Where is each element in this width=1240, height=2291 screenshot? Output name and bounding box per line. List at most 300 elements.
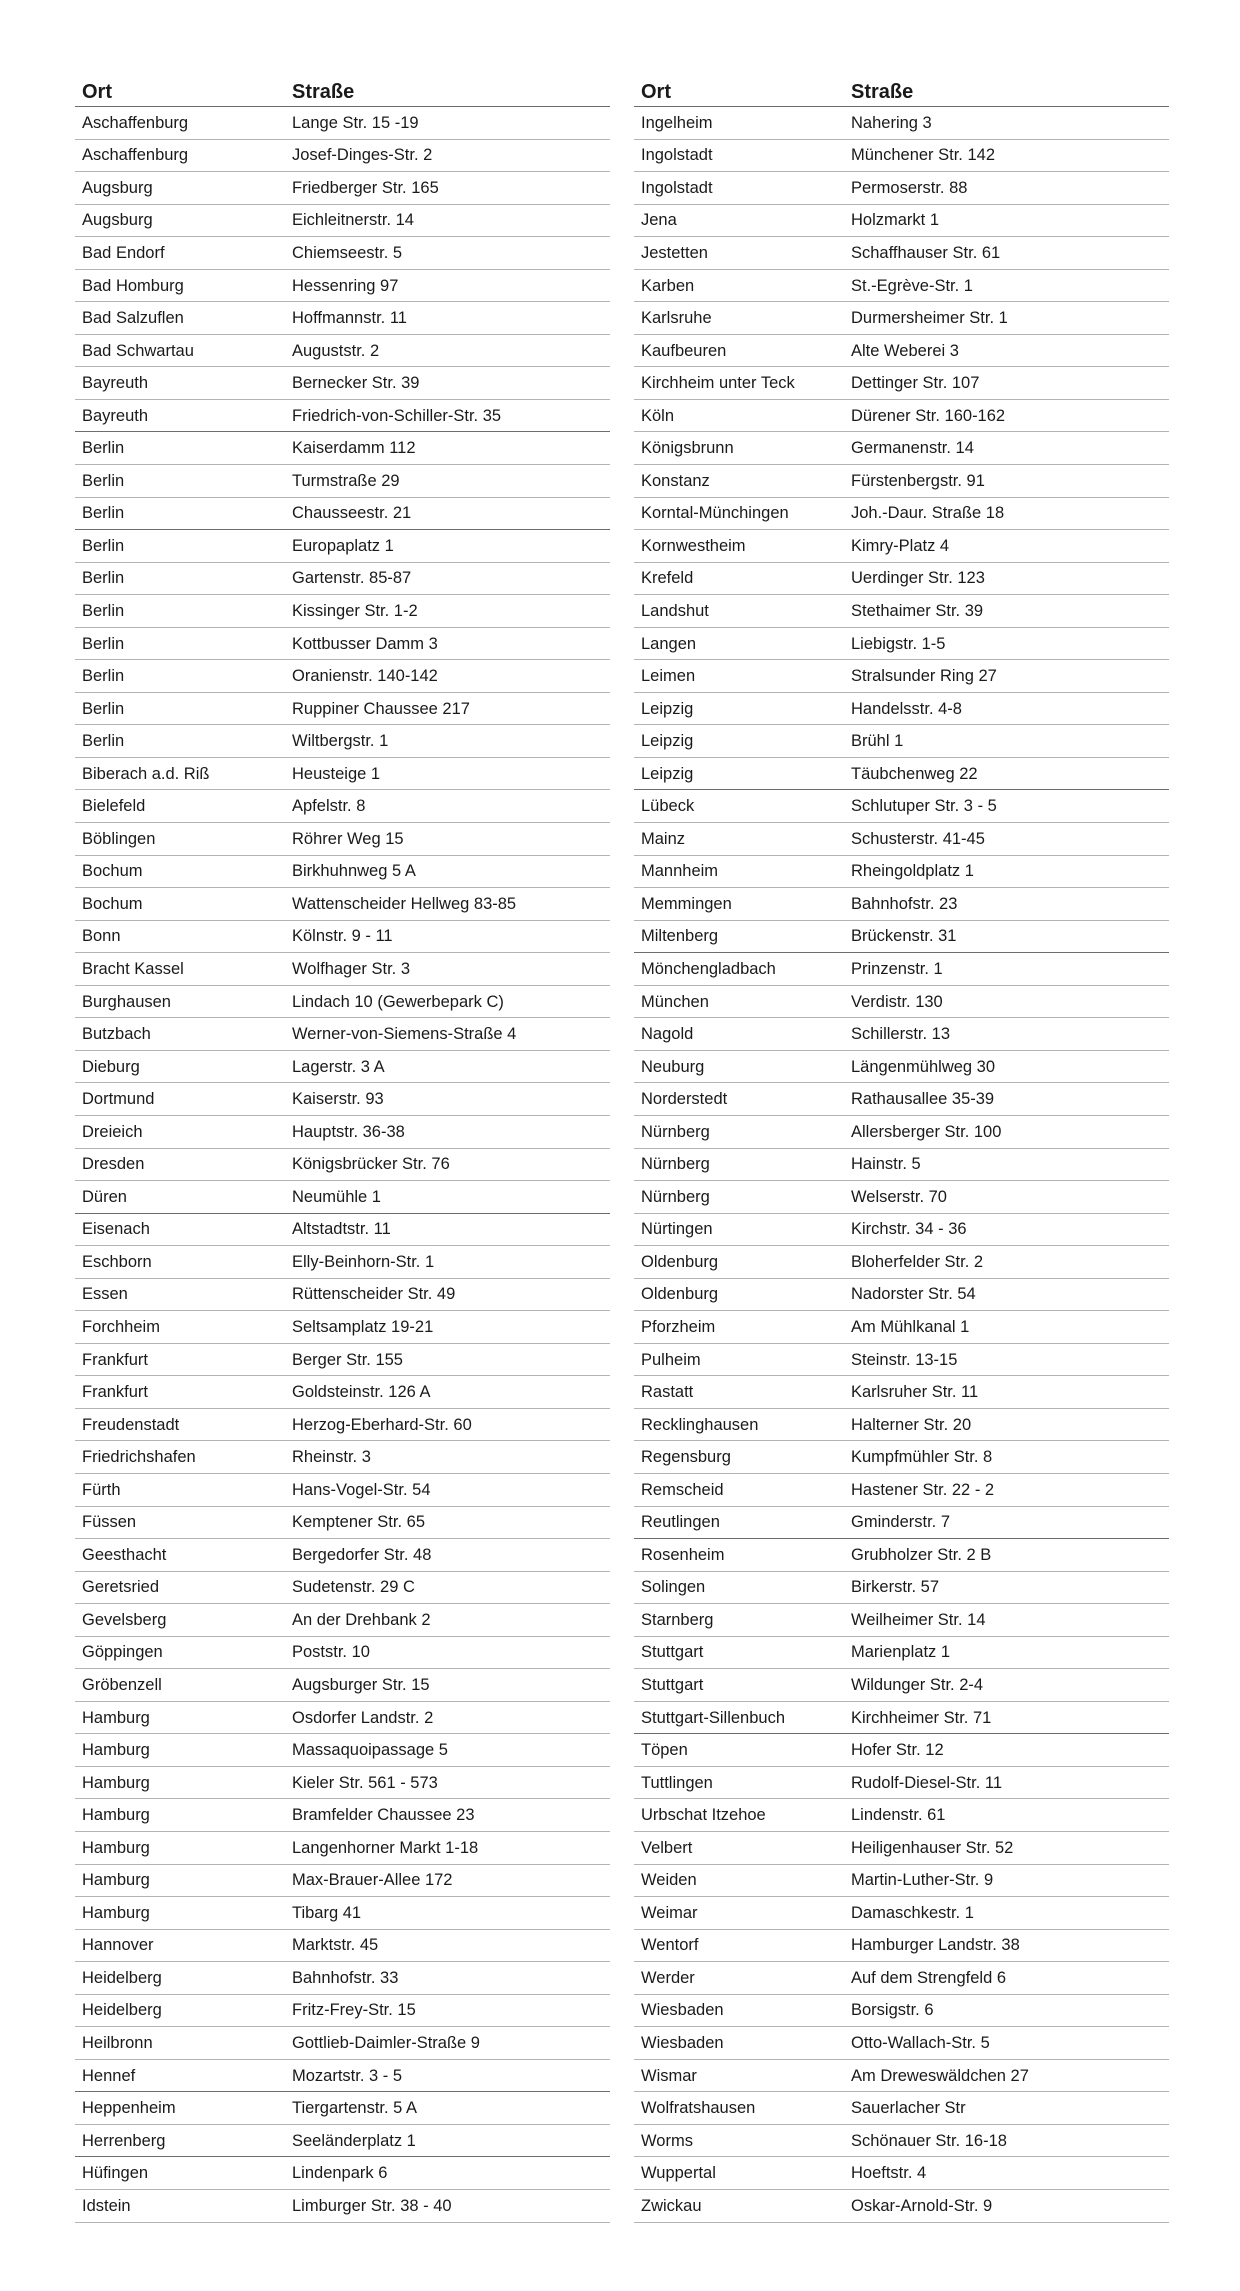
table-row <box>75 1181 610 1214</box>
cell-strasse: Wiltbergstr. 1 <box>292 732 389 751</box>
table-row <box>75 1214 610 1247</box>
cell-ort: Eschborn <box>82 1252 152 1271</box>
table-row <box>75 1116 610 1149</box>
table-row <box>634 758 1169 791</box>
cell-strasse: Brückenstr. 31 <box>851 927 957 946</box>
table-row <box>634 725 1169 758</box>
table-row <box>634 1865 1169 1898</box>
cell-ort: Karben <box>641 276 695 295</box>
table-row <box>75 107 610 140</box>
cell-strasse: Lange Str. 15 -19 <box>292 113 419 132</box>
cell-strasse: Germanenstr. 14 <box>851 439 974 458</box>
table-row <box>75 660 610 693</box>
cell-strasse: Birkerstr. 57 <box>851 1578 940 1597</box>
table-row <box>75 888 610 921</box>
table-row <box>75 563 610 596</box>
cell-ort: Hüfingen <box>82 2164 149 2183</box>
cell-strasse: Auguststr. 2 <box>292 341 380 360</box>
cell-ort: Geesthacht <box>82 1545 167 1564</box>
table-row <box>75 1149 610 1182</box>
cell-strasse: Berger Str. 155 <box>292 1350 403 1369</box>
cell-ort: Wuppertal <box>641 2164 716 2183</box>
table-row <box>75 823 610 856</box>
table-row <box>634 790 1169 823</box>
table-row <box>634 530 1169 563</box>
cell-ort: Frankfurt <box>82 1383 149 1402</box>
cell-strasse: Kölnstr. 9 - 11 <box>292 927 393 946</box>
cell-strasse: Eichleitnerstr. 14 <box>292 211 414 230</box>
table-row <box>75 1311 610 1344</box>
table-row <box>75 1409 610 1442</box>
table-row <box>75 921 610 954</box>
cell-strasse: Wildunger Str. 2-4 <box>851 1676 984 1695</box>
cell-ort: Lübeck <box>641 797 695 816</box>
table-row <box>75 1767 610 1800</box>
column-header-strasse: Straße <box>292 81 355 103</box>
cell-strasse: Neumühle 1 <box>292 1187 381 1206</box>
cell-strasse: Heiligenhauser Str. 52 <box>851 1838 1014 1857</box>
cell-strasse: Martin-Luther-Str. 9 <box>851 1871 994 1890</box>
table-row <box>75 400 610 433</box>
cell-strasse: Rüttenscheider Str. 49 <box>292 1285 456 1304</box>
cell-ort: Mannheim <box>641 862 719 881</box>
cell-ort: Gevelsberg <box>82 1610 167 1629</box>
table-row <box>75 856 610 889</box>
cell-ort: Berlin <box>82 471 125 490</box>
cell-strasse: Chausseestr. 21 <box>292 504 412 523</box>
cell-ort: Wentorf <box>641 1936 699 1955</box>
table-row <box>634 1930 1169 1963</box>
cell-ort: Bochum <box>82 862 143 881</box>
table-row <box>75 1995 610 2028</box>
cell-strasse: Liebigstr. 1-5 <box>851 634 946 653</box>
table-row <box>75 1604 610 1637</box>
cell-strasse: An der Drehbank 2 <box>292 1610 431 1629</box>
cell-strasse: Bloherfelder Str. 2 <box>851 1252 984 1271</box>
cell-ort: Recklinghausen <box>641 1415 759 1434</box>
cell-strasse: Längenmühlweg 30 <box>851 1057 996 1076</box>
cell-strasse: Limburger Str. 38 - 40 <box>292 2196 452 2215</box>
table-row <box>634 1083 1169 1116</box>
cell-ort: Kirchheim unter Teck <box>641 374 795 393</box>
cell-strasse: Hans-Vogel-Str. 54 <box>292 1480 431 1499</box>
cell-ort: Reutlingen <box>641 1513 720 1532</box>
cell-strasse: Stralsunder Ring 27 <box>851 667 997 686</box>
cell-ort: Wiesbaden <box>641 2034 724 2053</box>
table-row <box>634 1051 1169 1084</box>
cell-ort: Wolfratshausen <box>641 2099 756 2118</box>
table-row <box>634 270 1169 303</box>
cell-strasse: Tiergartenstr. 5 A <box>292 2099 418 2118</box>
cell-ort: Wiesbaden <box>641 2001 724 2020</box>
cell-strasse: Kieler Str. 561 - 573 <box>292 1773 438 1792</box>
cell-strasse: Verdistr. 130 <box>851 992 943 1011</box>
table-row <box>634 660 1169 693</box>
cell-ort: Krefeld <box>641 569 694 588</box>
cell-ort: Hennef <box>82 2066 136 2085</box>
cell-strasse: Kaiserdamm 112 <box>292 439 416 458</box>
cell-strasse: Hessenring 97 <box>292 276 399 295</box>
table-row <box>634 921 1169 954</box>
table-body <box>634 107 1169 2223</box>
table-row <box>75 1702 610 1735</box>
cell-ort: Landshut <box>641 601 709 620</box>
cell-ort: Konstanz <box>641 471 710 490</box>
cell-ort: Zwickau <box>641 2196 702 2215</box>
table-row <box>634 107 1169 140</box>
cell-strasse: Lindenpark 6 <box>292 2164 388 2183</box>
table-row <box>634 335 1169 368</box>
table-row <box>634 1474 1169 1507</box>
table-body <box>75 107 610 2223</box>
cell-ort: Bad Salzuflen <box>82 309 184 328</box>
cell-strasse: Hauptstr. 36-38 <box>292 1122 405 1141</box>
cell-strasse: Gottlieb-Daimler-Straße 9 <box>292 2034 480 2053</box>
cell-strasse: Elly-Beinhorn-Str. 1 <box>292 1252 435 1271</box>
cell-ort: München <box>641 992 709 1011</box>
cell-ort: Nürnberg <box>641 1187 710 1206</box>
table-row <box>75 953 610 986</box>
cell-ort: Bayreuth <box>82 374 149 393</box>
table-row <box>634 1376 1169 1409</box>
cell-ort: Tuttlingen <box>641 1773 713 1792</box>
cell-strasse: Hastener Str. 22 - 2 <box>851 1480 995 1499</box>
table-row <box>634 1409 1169 1442</box>
cell-ort: Bochum <box>82 894 143 913</box>
cell-ort: Hamburg <box>82 1806 150 1825</box>
cell-ort: Herrenberg <box>82 2131 166 2150</box>
cell-strasse: Werner-von-Siemens-Straße 4 <box>292 1025 517 1044</box>
cell-strasse: Welserstr. 70 <box>851 1187 947 1206</box>
cell-strasse: Rathausallee 35-39 <box>851 1090 995 1109</box>
table-row <box>634 302 1169 335</box>
cell-ort: Dieburg <box>82 1057 140 1076</box>
cell-strasse: Weilheimer Str. 14 <box>851 1610 986 1629</box>
cell-ort: Bayreuth <box>82 406 149 425</box>
cell-ort: Düren <box>82 1187 127 1206</box>
table-row <box>634 1767 1169 1800</box>
cell-strasse: Nahering 3 <box>851 113 932 132</box>
table-row <box>634 2027 1169 2060</box>
cell-ort: Frankfurt <box>82 1350 149 1369</box>
cell-strasse: Kottbusser Damm 3 <box>292 634 438 653</box>
table-row <box>634 1344 1169 1377</box>
cell-strasse: Schönauer Str. 16-18 <box>851 2131 1007 2150</box>
table-row <box>75 367 610 400</box>
cell-ort: Berlin <box>82 634 125 653</box>
cell-strasse: Seltsamplatz 19-21 <box>292 1318 434 1336</box>
cell-ort: Heidelberg <box>82 2001 162 2020</box>
table-row <box>75 172 610 205</box>
cell-ort: Urbschat Itzehoe <box>641 1806 766 1825</box>
cell-strasse: Goldsteinstr. 126 A <box>292 1383 431 1402</box>
cell-ort: Neuburg <box>641 1057 705 1076</box>
cell-ort: Essen <box>82 1285 128 1304</box>
cell-ort: Norderstedt <box>641 1090 728 1109</box>
cell-ort: Memmingen <box>641 894 732 913</box>
cell-ort: Solingen <box>641 1578 706 1597</box>
table-row <box>634 432 1169 465</box>
cell-strasse: Hofer Str. 12 <box>851 1741 944 1760</box>
table-row <box>75 758 610 791</box>
cell-strasse: Halterner Str. 20 <box>851 1415 972 1434</box>
table-row <box>75 1083 610 1116</box>
cell-ort: Rosenheim <box>641 1545 725 1564</box>
table-row <box>75 2190 610 2223</box>
cell-ort: Aschaffenburg <box>82 113 189 132</box>
cell-strasse: Täubchenweg 22 <box>851 764 978 783</box>
table-row <box>75 1441 610 1474</box>
cell-ort: Mönchengladbach <box>641 959 776 978</box>
table-row <box>75 2125 610 2158</box>
cell-strasse: Grubholzer Str. 2 B <box>851 1545 992 1564</box>
cell-ort: Berlin <box>82 569 125 588</box>
cell-strasse: Lagerstr. 3 A <box>292 1057 385 1076</box>
cell-strasse: Wattenscheider Hellweg 83-85 <box>292 894 517 913</box>
cell-strasse: Borsigstr. 6 <box>851 2001 934 2020</box>
cell-ort: Nürnberg <box>641 1155 710 1174</box>
table-row <box>75 1930 610 1963</box>
table-row <box>75 1539 610 1572</box>
table-row <box>75 1246 610 1279</box>
cell-ort: Hannover <box>82 1936 154 1955</box>
table-row <box>75 1897 610 1930</box>
table-row <box>75 2060 610 2093</box>
cell-ort: Oldenburg <box>641 1285 719 1304</box>
cell-strasse: Schlutuper Str. 3 - 5 <box>851 797 997 816</box>
table-row <box>634 1572 1169 1605</box>
cell-strasse: Friedrich-von-Schiller-Str. 35 <box>292 406 502 425</box>
cell-ort: Bracht Kassel <box>82 959 184 978</box>
cell-strasse: Bramfelder Chaussee 23 <box>292 1806 475 1825</box>
cell-ort: Karlsruhe <box>641 309 712 328</box>
cell-ort: Heidelberg <box>82 1968 162 1987</box>
table-row <box>75 302 610 335</box>
cell-strasse: Tibarg 41 <box>292 1903 362 1922</box>
cell-ort: Ingelheim <box>641 113 713 132</box>
table-row <box>75 1799 610 1832</box>
cell-ort: Jena <box>641 211 677 230</box>
table-row <box>75 693 610 726</box>
cell-strasse: St.-Egrève-Str. 1 <box>851 276 973 295</box>
cell-strasse: Kirchheimer Str. 71 <box>851 1708 992 1727</box>
table-row <box>75 2157 610 2190</box>
cell-ort: Starnberg <box>641 1610 714 1629</box>
cell-ort: Ingolstadt <box>641 178 713 197</box>
table-row <box>75 595 610 628</box>
table-row <box>634 237 1169 270</box>
cell-ort: Weimar <box>641 1903 698 1922</box>
cell-strasse: Damaschkestr. 1 <box>851 1903 974 1922</box>
cell-strasse: Handelsstr. 4-8 <box>851 699 962 718</box>
table-row <box>75 432 610 465</box>
cell-strasse: Uerdinger Str. 123 <box>851 569 985 588</box>
cell-ort: Heilbronn <box>82 2034 153 2053</box>
column-header-ort: Ort <box>82 81 112 103</box>
cell-ort: Hamburg <box>82 1838 150 1857</box>
cell-ort: Bielefeld <box>82 797 146 816</box>
cell-strasse: Dettinger Str. 107 <box>851 374 980 393</box>
cell-strasse: Birkhuhnweg 5 A <box>292 862 416 881</box>
table-row <box>634 2157 1169 2190</box>
cell-strasse: Kemptener Str. 65 <box>292 1513 425 1532</box>
table-row <box>75 530 610 563</box>
table-row <box>75 498 610 531</box>
cell-strasse: Wolfhager Str. 3 <box>292 959 411 978</box>
table-row <box>634 563 1169 596</box>
table-row <box>75 1832 610 1865</box>
cell-strasse: Sauerlacher Str <box>851 2099 966 2118</box>
cell-ort: Dresden <box>82 1155 145 1174</box>
cell-ort: Füssen <box>82 1513 137 1532</box>
table-header <box>634 77 1169 107</box>
table-row <box>634 1962 1169 1995</box>
cell-strasse: Alte Weberei 3 <box>851 341 959 360</box>
cell-ort: Hamburg <box>82 1741 150 1760</box>
cell-strasse: Kissinger Str. 1-2 <box>292 601 418 620</box>
cell-ort: Stuttgart <box>641 1643 704 1662</box>
table-row <box>75 1637 610 1670</box>
cell-ort: Bad Endorf <box>82 243 165 262</box>
cell-strasse: Karlsruher Str. 11 <box>851 1383 979 1402</box>
cell-ort: Butzbach <box>82 1025 151 1044</box>
cell-ort: Leimen <box>641 667 696 686</box>
cell-ort: Pulheim <box>641 1350 701 1369</box>
table-row <box>634 1832 1169 1865</box>
table-row <box>634 367 1169 400</box>
cell-strasse: Bahnhofstr. 23 <box>851 894 958 913</box>
cell-ort: Rastatt <box>641 1383 694 1402</box>
cell-strasse: Oskar-Arnold-Str. 9 <box>851 2196 993 2215</box>
cell-strasse: Hainstr. 5 <box>851 1155 921 1174</box>
cell-ort: Burghausen <box>82 992 171 1011</box>
table-row <box>75 140 610 173</box>
table-row <box>634 1018 1169 1051</box>
cell-strasse: Rheinstr. 3 <box>292 1448 371 1467</box>
cell-strasse: Am Mühlkanal 1 <box>851 1318 970 1336</box>
cell-ort: Berlin <box>82 601 125 620</box>
cell-ort: Eisenach <box>82 1220 150 1239</box>
cell-ort: Leipzig <box>641 699 694 718</box>
table-row <box>634 628 1169 661</box>
table-row <box>634 856 1169 889</box>
cell-ort: Friedrichshafen <box>82 1448 196 1467</box>
table-row <box>75 1865 610 1898</box>
cell-ort: Dortmund <box>82 1090 155 1109</box>
table-row <box>634 693 1169 726</box>
cell-ort: Berlin <box>82 439 125 458</box>
cell-strasse: Königsbrücker Str. 76 <box>292 1155 450 1174</box>
cell-ort: Hamburg <box>82 1903 150 1922</box>
cell-ort: Kaufbeuren <box>641 341 727 360</box>
cell-strasse: Fürstenbergstr. 91 <box>851 471 985 490</box>
cell-ort: Weiden <box>641 1871 697 1890</box>
table-row <box>75 1051 610 1084</box>
table-row <box>75 1279 610 1312</box>
cell-ort: Gröbenzell <box>82 1676 162 1695</box>
cell-strasse: Am Dreweswäldchen 27 <box>851 2066 1029 2085</box>
cell-strasse: Kaiserstr. 93 <box>292 1090 384 1109</box>
table-row <box>634 1604 1169 1637</box>
table-row <box>75 628 610 661</box>
table-row <box>634 1441 1169 1474</box>
cell-strasse: Hoffmannstr. 11 <box>292 309 407 328</box>
table-row <box>634 205 1169 238</box>
cell-ort: Miltenberg <box>641 927 719 946</box>
cell-strasse: Bernecker Str. 39 <box>292 374 420 393</box>
cell-strasse: Altstadtstr. 11 <box>292 1220 391 1239</box>
cell-ort: Bonn <box>82 927 121 946</box>
cell-strasse: Gartenstr. 85-87 <box>292 569 412 588</box>
cell-ort: Köln <box>641 406 675 425</box>
cell-strasse: Kumpfmühler Str. 8 <box>851 1448 993 1467</box>
cell-strasse: Lindenstr. 61 <box>851 1806 946 1825</box>
cell-strasse: Friedberger Str. 165 <box>292 178 439 197</box>
table-row <box>634 1507 1169 1540</box>
table-row <box>634 2092 1169 2125</box>
cell-strasse: Hoeftstr. 4 <box>851 2164 927 2183</box>
table-row <box>75 1344 610 1377</box>
cell-ort: Idstein <box>82 2196 131 2215</box>
cell-strasse: Sudetenstr. 29 C <box>292 1578 415 1597</box>
table-row <box>634 1149 1169 1182</box>
table-row <box>75 335 610 368</box>
table-row <box>634 1246 1169 1279</box>
cell-strasse: Otto-Wallach-Str. 5 <box>851 2034 990 2053</box>
table-row <box>634 465 1169 498</box>
cell-strasse: Osdorfer Landstr. 2 <box>292 1708 434 1727</box>
cell-ort: Stuttgart-Sillenbuch <box>641 1708 785 1727</box>
cell-ort: Berlin <box>82 667 125 686</box>
table-row <box>634 2190 1169 2223</box>
cell-strasse: Gminderstr. 7 <box>851 1513 951 1532</box>
cell-strasse: Schaffhauser Str. 61 <box>851 243 1001 262</box>
cell-strasse: Augsburger Str. 15 <box>292 1676 430 1695</box>
cell-strasse: Allersberger Str. 100 <box>851 1122 1002 1141</box>
table-row <box>634 1539 1169 1572</box>
cell-strasse: Ruppiner Chaussee 217 <box>292 699 470 718</box>
cell-strasse: Mozartstr. 3 - 5 <box>292 2066 403 2085</box>
cell-ort: Freudenstadt <box>82 1415 180 1434</box>
cell-ort: Töpen <box>641 1741 688 1760</box>
table-row <box>75 725 610 758</box>
table-row <box>75 2092 610 2125</box>
table-row <box>634 595 1169 628</box>
cell-ort: Göppingen <box>82 1643 163 1662</box>
table-row <box>634 1897 1169 1930</box>
cell-strasse: Seeländerplatz 1 <box>292 2131 416 2150</box>
table-row <box>634 1311 1169 1344</box>
table-row <box>634 823 1169 856</box>
cell-ort: Königsbrunn <box>641 439 734 458</box>
table-row <box>75 1734 610 1767</box>
cell-ort: Forchheim <box>82 1318 160 1336</box>
column-header-strasse: Straße <box>851 81 914 103</box>
cell-strasse: Steinstr. 13-15 <box>851 1350 958 1369</box>
cell-ort: Remscheid <box>641 1480 724 1499</box>
table-row <box>634 140 1169 173</box>
cell-strasse: Kirchstr. 34 - 36 <box>851 1220 967 1239</box>
table-row <box>634 1116 1169 1149</box>
table-row <box>75 1376 610 1409</box>
cell-strasse: Turmstraße 29 <box>292 471 400 490</box>
cell-ort: Ingolstadt <box>641 146 713 165</box>
cell-ort: Worms <box>641 2131 693 2150</box>
cell-strasse: Durmersheimer Str. 1 <box>851 309 1008 328</box>
cell-ort: Berlin <box>82 699 125 718</box>
cell-strasse: Apfelstr. 8 <box>292 797 366 816</box>
cell-ort: Hamburg <box>82 1708 150 1727</box>
